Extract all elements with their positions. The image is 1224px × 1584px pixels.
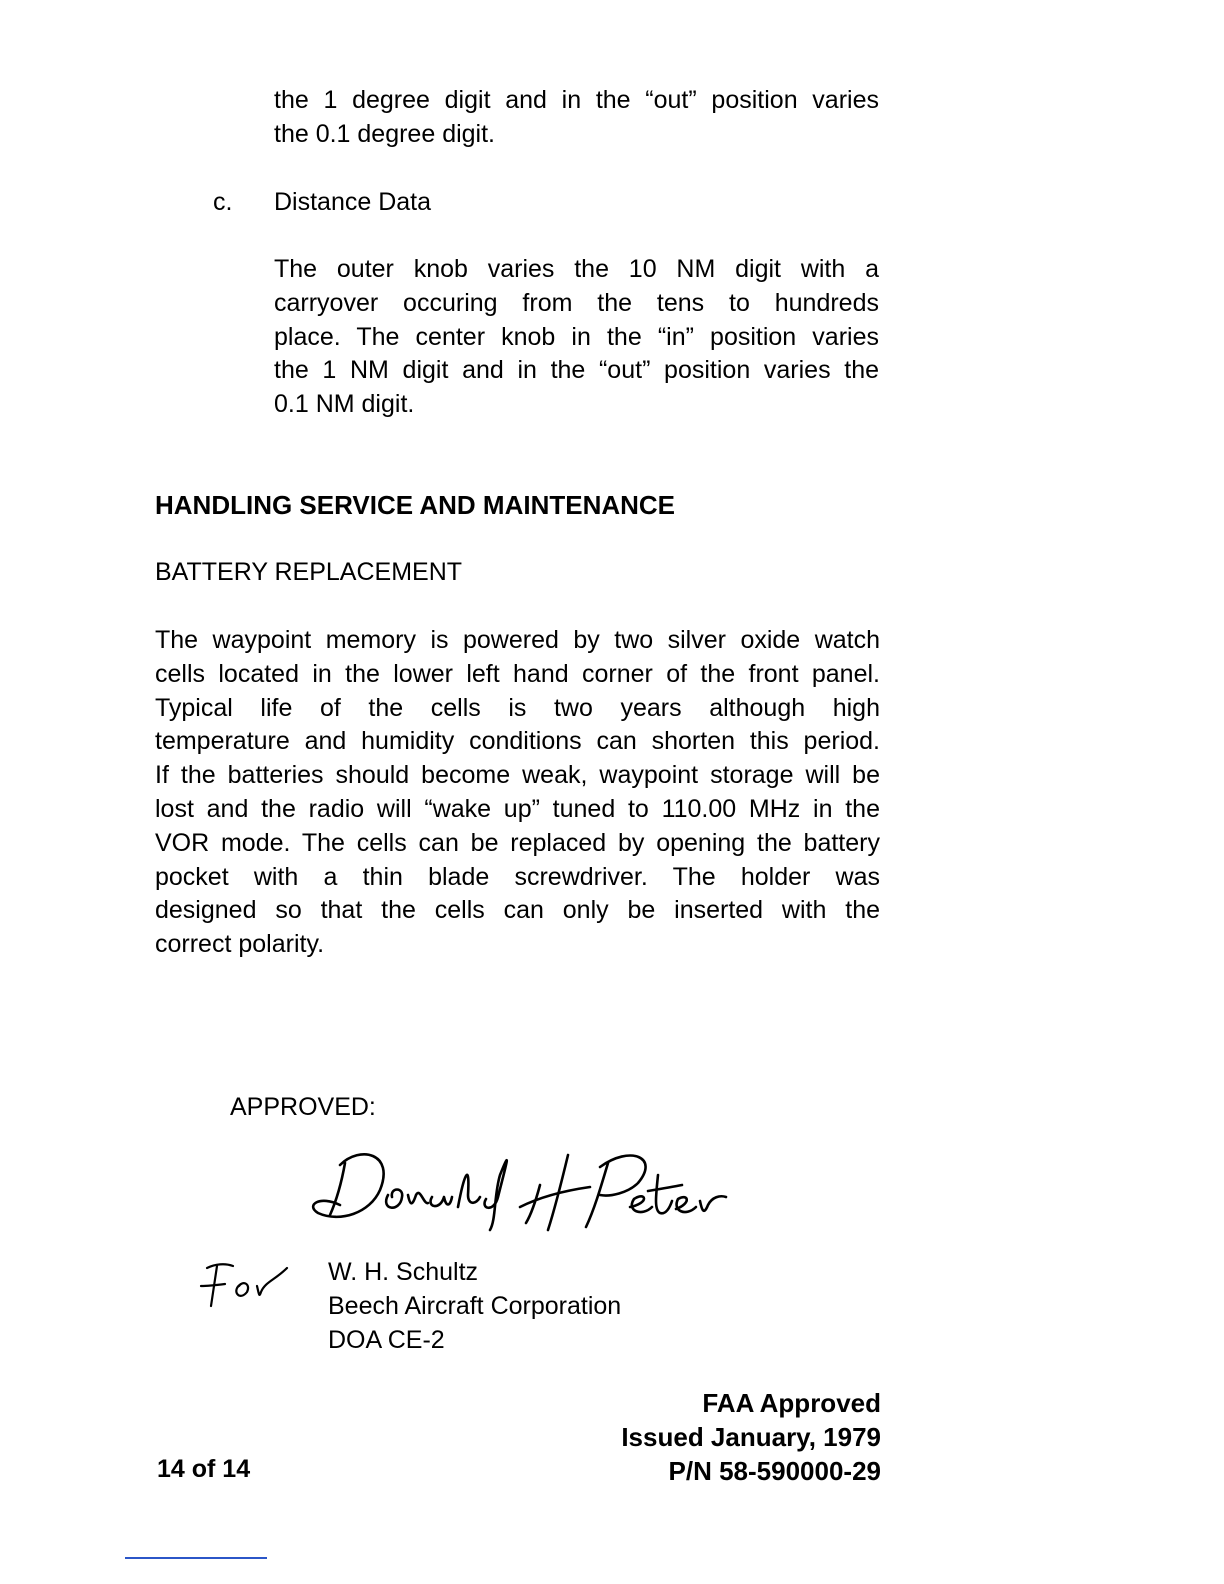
battery-line-4: temperature and humidity conditions can shorten this period. bbox=[155, 727, 880, 756]
signer-name: W. H. Schultz bbox=[328, 1258, 479, 1286]
approved-label: APPROVED: bbox=[230, 1093, 376, 1121]
battery-line-6: lost and the radio will “wake up” tuned to 110.00 MHz in the bbox=[155, 794, 880, 823]
signer-block bbox=[328, 1255, 621, 1357]
item-c-line-5: 0.1 NM digit. bbox=[274, 390, 415, 419]
signer-company: Beech Aircraft Corporation bbox=[328, 1292, 622, 1320]
bottom-rule bbox=[125, 1557, 267, 1559]
intro-line-2: the 0.1 degree digit. bbox=[274, 119, 495, 148]
battery-line-10: correct polarity. bbox=[155, 930, 325, 959]
battery-line-9: designed so that the cells can only be inserted with the bbox=[155, 896, 880, 925]
item-c-line-2: carryover occuring from the tens to hundreds bbox=[274, 288, 879, 317]
battery-line-7: VOR mode. The cells can be replaced by opening the battery bbox=[155, 828, 880, 857]
intro-paragraph bbox=[274, 84, 879, 152]
signer-doa: DOA CE-2 bbox=[328, 1326, 445, 1354]
item-c-line-1: The outer knob varies the 10 NM digit with a bbox=[274, 255, 879, 283]
battery-line-1: The waypoint memory is powered by two silver oxide watch bbox=[155, 626, 880, 654]
intro-line-1: the 1 degree digit and in the “out” position varies bbox=[274, 86, 879, 114]
section-heading: HANDLING SERVICE AND MAINTENANCE bbox=[155, 490, 676, 520]
item-c-paragraph bbox=[274, 253, 879, 422]
signature-image bbox=[300, 1135, 740, 1235]
battery-line-8: pocket with a thin blade screwdriver. The holder was bbox=[155, 862, 880, 891]
section-subheading: BATTERY REPLACEMENT bbox=[155, 558, 463, 586]
footer-status: FAA Approved bbox=[702, 1388, 881, 1418]
item-c-line-3: place. The center knob in the “in” position varies bbox=[274, 322, 879, 351]
footer-approval-block bbox=[621, 1386, 881, 1488]
battery-paragraph bbox=[155, 624, 880, 962]
battery-line-3: Typical life of the cells is two years although high bbox=[155, 693, 880, 722]
footer-part-number: P/N 58-590000-29 bbox=[668, 1456, 881, 1486]
item-c-line-4: the 1 NM digit and in the “out” position varies the bbox=[274, 356, 879, 385]
item-c-title: Distance Data bbox=[274, 188, 432, 216]
page-number: 14 of 14 bbox=[157, 1455, 251, 1483]
item-c-letter: c. bbox=[213, 188, 233, 216]
battery-line-2: cells located in the lower left hand corner of the front panel. bbox=[155, 659, 880, 688]
for-handwriting-image bbox=[195, 1256, 295, 1316]
footer-issued: Issued January, 1979 bbox=[621, 1422, 881, 1452]
battery-line-5: If the batteries should become weak, waypoint storage will be bbox=[155, 761, 880, 790]
